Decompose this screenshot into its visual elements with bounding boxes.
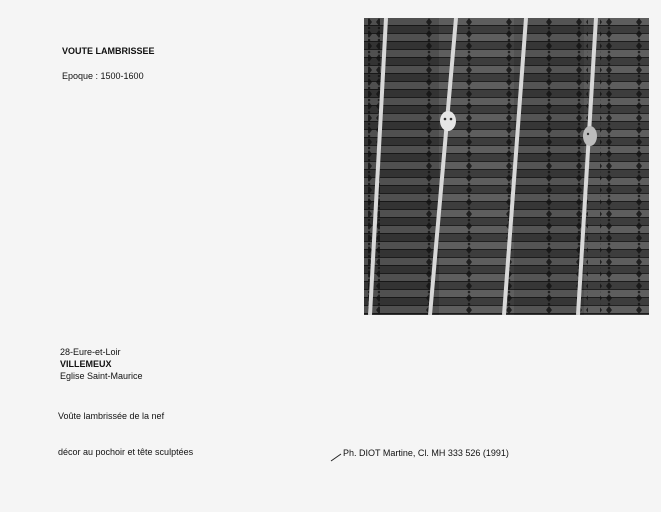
commune-field: VILLEMEUX — [60, 359, 112, 369]
pen-mark-icon — [330, 452, 342, 462]
period-field: Epoque : 1500-1600 — [62, 71, 144, 81]
building-field: Eglise Saint-Maurice — [60, 371, 143, 381]
vault-photograph — [364, 18, 649, 315]
description-line-2: décor au pochoir et tête sculptées — [58, 447, 194, 457]
photo-credit: Ph. DIOT Martine, Cl. MH 333 526 (1991) — [343, 448, 509, 458]
record-title: VOUTE LAMBRISSEE — [62, 46, 155, 56]
description-line-1: Voûte lambrissée de la nef — [58, 411, 165, 421]
department-field: 28-Eure-et-Loir — [60, 347, 121, 357]
vault-photograph-image — [364, 18, 649, 315]
